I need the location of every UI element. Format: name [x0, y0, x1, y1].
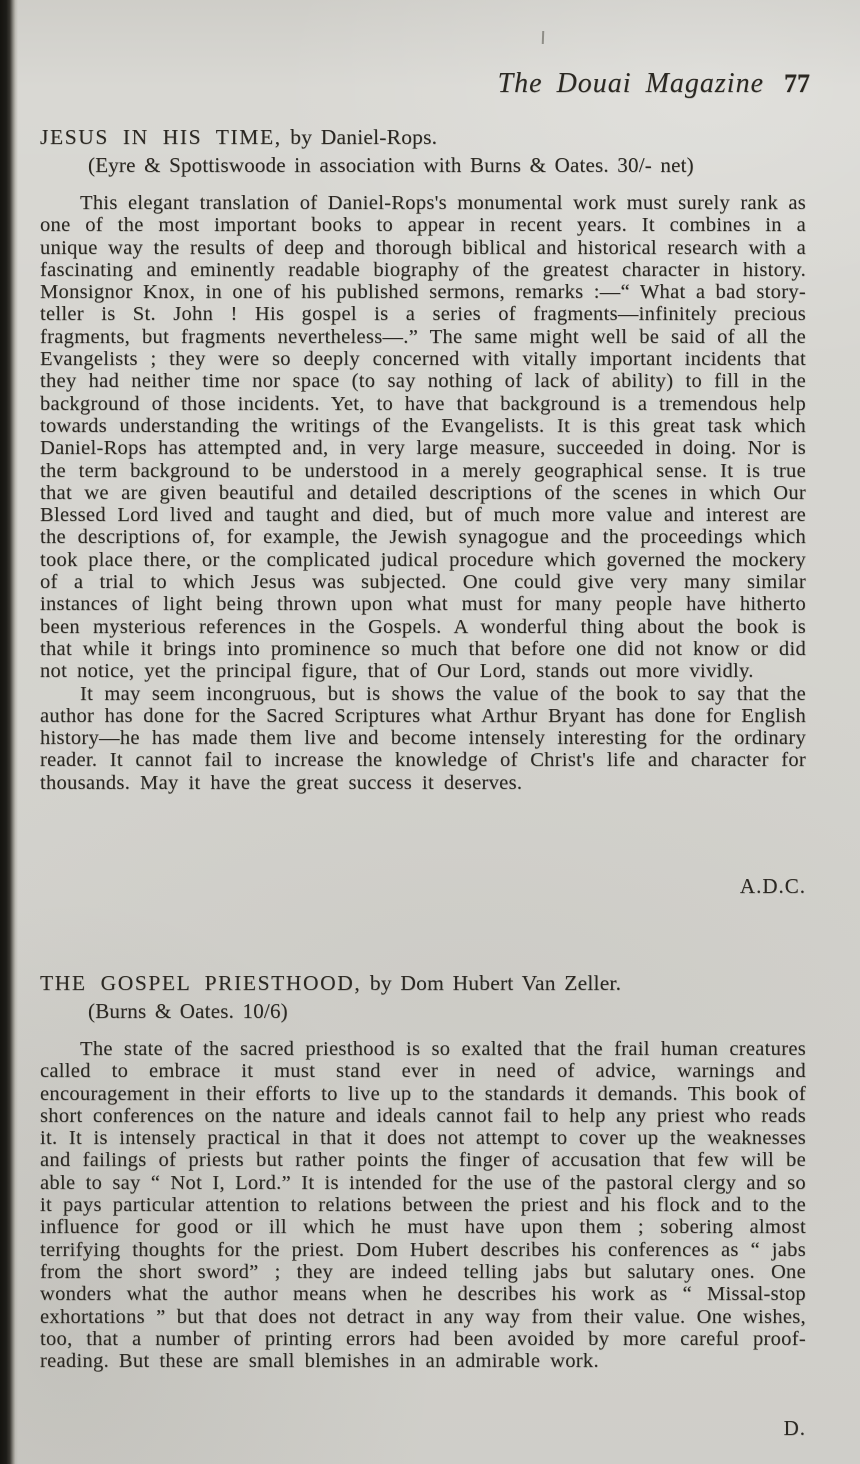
review-title-caps: THE GOSPEL PRIESTHOOD,: [40, 971, 362, 995]
publisher-line: (Burns & Oates. 10/6): [88, 999, 288, 1023]
review-paragraph: The state of the sacred priesthood is so exalted that the frail human creatures called to embrace it must stand ever in need of advice, warnings and encouragement in their efforts to live up to the standards it demands. This book of short conferences on the nature and ideals cannot fail to help any priest who reads it. It is intensely practical in that it does not attempt to cover up the weaknesses and failings of priests but rather points the finger of accusation that few will be able to say “ Not I, Lord.” It is intended for the use of the pastoral clergy and so it pays particular attention to relations between the priest and his flock and to the influence for good or ill which he must have upon them ; sobering almost terrifying thoughts for the priest. Dom Hubert describes his conferences as “ jabs from the short sword” ; they are indeed telling jabs but salutary ones. One wonders what the author means when he describes his work as “ Missal-stop exhortations ” but that does not detract in any way from their value. One wishes, too, that a number of printing errors had been avoided by more careful proof-reading. But these are small blemishes in an admirable work.: [40, 1038, 806, 1373]
page-number: 77: [784, 69, 810, 98]
reviewer-signature: D.: [783, 1416, 806, 1440]
review-title-caps: JESUS IN HIS TIME,: [40, 125, 282, 149]
review-title: [40, 123, 806, 151]
review-title-byline: by Daniel-Rops.: [281, 125, 438, 149]
review-paragraph: This elegant translation of Daniel-Rops's monumental work must surely rank as one of the most important books to appear in recent years. It combines in a unique way the results of deep and thorough biblical and historical research with a fascinating and eminently readable biography of the greatest character in history. Monsignor Knox, in one of his published sermons, remarks :—“ What a bad story-teller is St. John ! His gospel is a series of fragments—infinitely precious fragments, but fragments nevertheless—.” The same might well be said of all the Evangelists ; they were so deeply concerned with vitally important incidents that they had neither time nor space (to say nothing of lack of ability) to fill in the background of those incidents. Yet, to have that background is a tremendous help towards understanding the writings of the Evangelists. It is this great task which Daniel-Rops has attempted and, in very large measure, succeeded in doing. Nor is the term background to be understood in a merely geographical sense. It is true that we are given beautiful and detailed descriptions of the scenes in which Our Blessed Lord lived and taught and died, but of much more value and interest are the descriptions of, for example, the Jewish synagogue and the proceedings which took place there, or the complicated judical procedure which governed the mockery of a trial to which Jesus was subjected. One could give very many similar instances of light being thrown upon what must for many people have hitherto been mysterious references in the Gospels. A wonderful thing about the book is that while it brings into prominence so much that before one did not know or did not notice, yet the principal figure, that of Our Lord, stands out more vividly.: [40, 192, 806, 683]
review-body: [40, 192, 806, 794]
review-body: [40, 1038, 806, 1372]
journal-title: The Douai Magazine: [497, 68, 764, 99]
review-paragraph: It may seem incongruous, but is shows the value of the book to say that the author has done for the Sacred Scriptures what Arthur Bryant has done for English history—he has made them live and become intensely interesting for the ordinary reader. It cannot fail to increase the knowledge of Christ's life and character for thousands. May it have the great success it deserves.: [40, 682, 806, 794]
scan-edge-shadow: [0, 0, 18, 1464]
stray-ink-mark: [542, 31, 544, 44]
publisher-line: (Eyre & Spottiswoode in association with Burns & Oates. 30/- net): [88, 153, 694, 177]
book-review-jesus-in-his-time: [40, 123, 806, 794]
review-title: [40, 969, 806, 997]
review-title-byline: by Dom Hubert Van Zeller.: [361, 971, 622, 995]
page-header: [498, 68, 810, 100]
book-review-gospel-priesthood: [40, 969, 806, 1372]
reviewer-signature: A.D.C.: [739, 874, 806, 898]
